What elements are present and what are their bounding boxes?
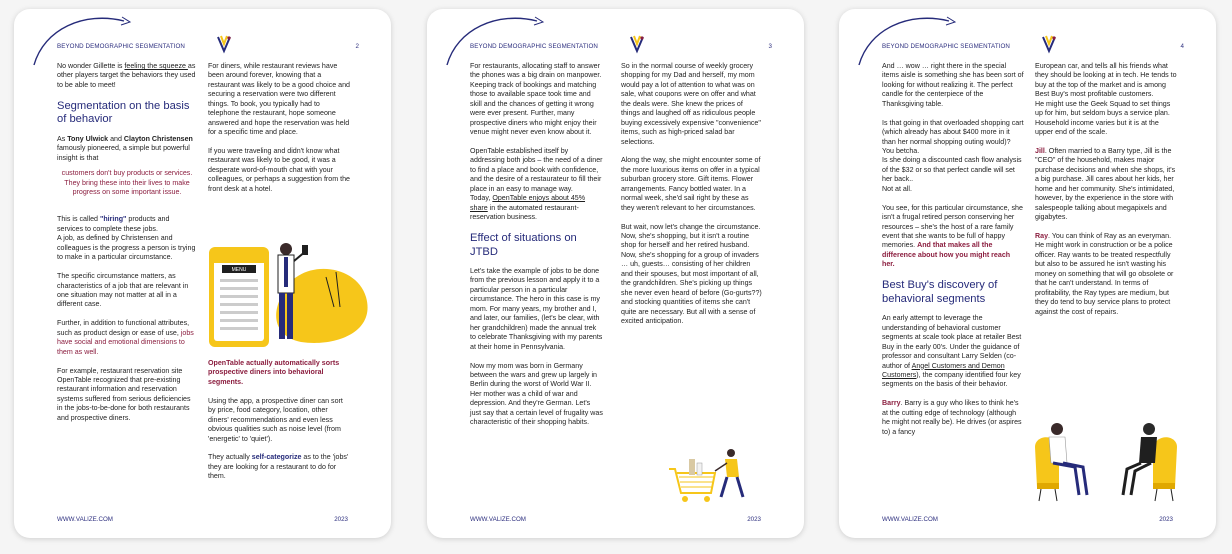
restaurant-app-illustration (206, 237, 371, 352)
paragraph-text: as to the 'jobs' they are looking for a restaurant to do for them. (208, 453, 349, 481)
pull-quote: customers don't buy products or services. They bring these into their lives to make progress on some important issue. (61, 169, 193, 197)
segment-name: Barry (882, 399, 901, 408)
menu-label: MENU (231, 267, 247, 273)
document-page (839, 9, 1216, 538)
document-page (14, 9, 391, 538)
footer-url[interactable]: WWW.VALIZE.COM (57, 516, 113, 523)
section-heading: Effect of situations on JTBD (470, 232, 577, 258)
paragraph-text: An early attempt to leverage the understanding of behavioral customer segments at scale took place at retailer Best Buy in the early 00's. Under the guidance of professor and consultant Larry Selden (co-author of (882, 314, 1022, 370)
paragraph: If you were traveling and didn't know what restaurant was likely to be good, it was a desperate word-of-mouth chat with your colleagues, or perhaps a suggestion from the front desk at a hotel. (208, 147, 350, 193)
left-column (882, 62, 1024, 446)
person-name: Clayton Christensen (123, 134, 193, 143)
self-categorize-term: self-categorize (251, 453, 302, 462)
footer-year: 2023 (1159, 516, 1173, 523)
paragraph: Along the way, she might encounter some of the more luxurious items on offer in a typical suburban grocery store. Gift items. Flower arrangements. Fancy bottled water. In a normal week, she'd sail right by these as they weren't relevant to her circumstances. (621, 156, 761, 212)
paragraph-text: Today, (470, 194, 493, 203)
person-name: Tony Ulwick (67, 134, 109, 143)
paragraph: For restaurants, allocating staff to answer the phones was a big drain on manpower. Keeping track of bookings and matching those to available space took time and skill and the chances of getting it wrong were ever present. Further, many prospective diners who might enjoy their venue might never even know about it. (470, 62, 602, 137)
valize-logo-icon (629, 34, 645, 54)
header-title: BEYOND DEMOGRAPHIC SEGMENTATION (882, 43, 1011, 50)
paragraph: Let's take the example of jobs to be done from the previous lesson and apply it to a particular person in a particular circumstance. The hero in this case is my mom. For many years, my brother and I, and later, our families, (let's be clear, with her grandchildren) made the annual trek to celebrate Thanksgiving with my parents at their home in Pennsylvania. (470, 267, 603, 351)
valize-logo-icon (1041, 34, 1057, 54)
paragraph: But wait, now let's change the circumstance. Now, she's shopping, but it isn't a routine shop for herself and her retired husband. Now, she's shopping for a group of invaders … uh, guests… consisting of her children and their spouses, but most important of all, the grandchildren. She's picking up things she never even heard of before (Go-gurts??) and stocking quantities of items she can't quite are necessary. But all with a sense of excited anticipation. (621, 222, 762, 326)
conversation-illustration (1031, 407, 1181, 502)
paragraph: Now my mom was born in Germany between the wars and grew up largely in Berlin during the worst of World War II. Her mother was a child of war and depression. And they're German. Let's just say that a certain level of frugality was characteristic of their shopping habits. (470, 361, 603, 427)
paragraph: OpenTable established itself by addressing both jobs – the need of a diner to find a place and book with confidence, and the desire of a restaurateur to fill their place in an easy to manage way. (470, 147, 603, 193)
left-column (57, 62, 197, 433)
document-page (427, 9, 804, 538)
page-number: 2 (355, 43, 359, 50)
corner-arc-decoration (427, 9, 567, 69)
paragraph-text: ), the company identified four key segments on the basis of their behavior. (882, 370, 1021, 389)
right-column (1035, 62, 1177, 327)
paragraph: The specific circumstance matters, as characteristics of a job that are relevant in one situation may not matter at all in a different case. (57, 272, 189, 309)
paragraph: For example, restaurant reservation site OpenTable recognized that pre-existing restaurant information and reservation systems suffered from serious deficiencies in the jobs-to-be-done for both restaurants and prospective diners. (57, 366, 191, 422)
segment-name: Ray (1035, 232, 1049, 241)
paragraph-text: . Barry is a guy who likes to think he's at the cutting edge of technology (although he might not really be). He drives (or aspires to) a fancy (882, 399, 1022, 436)
section-heading: Best Buy's discovery of behavioral segments (882, 279, 998, 305)
right-column (621, 62, 763, 336)
paragraph-text: famously pioneered, a simple but powerful insight is that (57, 144, 190, 162)
paragraph: So in the normal course of weekly grocery shopping for my Dad and herself, my mom would pay a lot of attention to what was on sale, what coupons were on offer and what the deals were. She knew the prices of things and laughed off as ridiculous people buying excessively expensive "convenience" items, such as high-priced salad bar selections. (621, 62, 761, 146)
shopping-cart-illustration (667, 447, 757, 507)
paragraph-text: As (57, 134, 68, 143)
paragraph-text: in the automated restaurant-reservation business. (470, 203, 579, 222)
right-column-lower (208, 359, 350, 491)
paragraph-text: . Often married to a Barry type, Jill is the "CEO" of the household, makes major purchase decisions and when she shops, it's a big purchase. Jill cares about her kids, her home and her community. She's intimidated, however, by the experience in the store with salespeople talking about megapixels and gigabytes. (1035, 147, 1176, 222)
figure-caption: OpenTable actually automatically sorts prospective diners into behavioral segments. (208, 359, 340, 386)
hiring-term: "hiring" (99, 215, 127, 224)
paragraph-text: as other players target the behaviors they used to be able to meet! (57, 62, 196, 89)
corner-arc-decoration (14, 9, 154, 69)
paragraph: He might use the Geek Squad to set things up for him, but seldom buys a service plan. Household income varies but it is at the upper end of the scale. (1035, 99, 1171, 137)
paragraph-text: A job, as defined by Christensen and colleagues is the progress a person is trying to make in a particular circumstance. (57, 234, 196, 262)
book-title-link[interactable]: Angel Customers and Demon Customers (882, 361, 1005, 379)
paragraph-text: No wonder Gillette is (57, 62, 125, 70)
footer-year: 2023 (747, 516, 761, 523)
paragraph: For diners, while restaurant reviews have been around forever, knowing that a restaurant was likely to be a good choice and securing a reservation were two different things. To book, you typically had to telephone the restaurant, hope someone answered and hope the reservation was held for a specific time and place. (208, 62, 350, 137)
valize-logo-icon (216, 34, 232, 54)
paragraph-text: Further, in addition to functional attributes, such as product design or ease of use, (57, 319, 190, 337)
paragraph-text: and (108, 134, 124, 143)
paragraph: European car, and tells all his friends what they should be looking at in tech. He tends to buy at the top of the market and is among Best Buy's most profitable customers. (1035, 62, 1177, 99)
feeling-the-squeeze-link[interactable]: feeling the squeeze (124, 62, 188, 70)
header-title: BEYOND DEMOGRAPHIC SEGMENTATION (57, 43, 186, 50)
header-title: BEYOND DEMOGRAPHIC SEGMENTATION (470, 43, 599, 50)
right-column (208, 62, 350, 204)
paragraph-text: . You can think of Ray as an everyman. He might work in construction or be a police officer. Ray wants to be treated respectfully but also to be assured he isn't wasting his money on something that will go obsolete or that he can't understand. In terms of profitability, the Ray types are medium, but they do tend to buy service plans to protect against the cost of repairs. (1035, 232, 1174, 316)
footer-url[interactable]: WWW.VALIZE.COM (882, 516, 938, 523)
paragraph-text: You see, for this particular circumstance, she isn't a frugal retired person conserving her resources – she's the host of a rare family event that she wants to be full of happy memories. (882, 203, 1023, 250)
opentable-share-link[interactable]: OpenTable enjoys about 45% share (470, 194, 586, 212)
left-column (470, 62, 603, 437)
paragraph-text: products and services to complete these jobs. (57, 215, 170, 233)
footer-year: 2023 (334, 516, 348, 523)
page-number: 3 (768, 43, 772, 50)
page-number: 4 (1180, 43, 1184, 50)
section-heading: Segmentation on the basis of behavior (57, 99, 190, 126)
segment-name: Jill (1035, 147, 1045, 156)
paragraph-text: Is that going in that overloaded shopping cart (which already has about $400 more in it than her normal shopping outing would)? You betcha. (882, 118, 1024, 156)
corner-arc-decoration (839, 9, 979, 69)
highlighted-text: jobs have social and emotional dimensions to them as well. (57, 328, 194, 356)
paragraph-text: Is she doing a discounted cash flow analysis of the $32 or so that perfect candle will set her back.. (882, 156, 1022, 184)
paragraph-text: They actually (208, 453, 252, 462)
paragraph: Using the app, a prospective diner can sort by price, food category, location, other diners' recommendations and even less obvious qualities such as noise level (from 'energetic' to 'quiet'). (208, 396, 343, 443)
paragraph-text: Not at all. (882, 184, 912, 193)
footer-url[interactable]: WWW.VALIZE.COM (470, 516, 526, 523)
paragraph-text: This is called (57, 215, 100, 224)
highlighted-text: And that makes all the difference about how you might reach her. (882, 241, 1011, 269)
paragraph: And … wow … right there in the special items aisle is something she has been sort of looking for without realizing it. The perfect candle for the centerpiece of the Thanksgiving table. (882, 62, 1024, 108)
